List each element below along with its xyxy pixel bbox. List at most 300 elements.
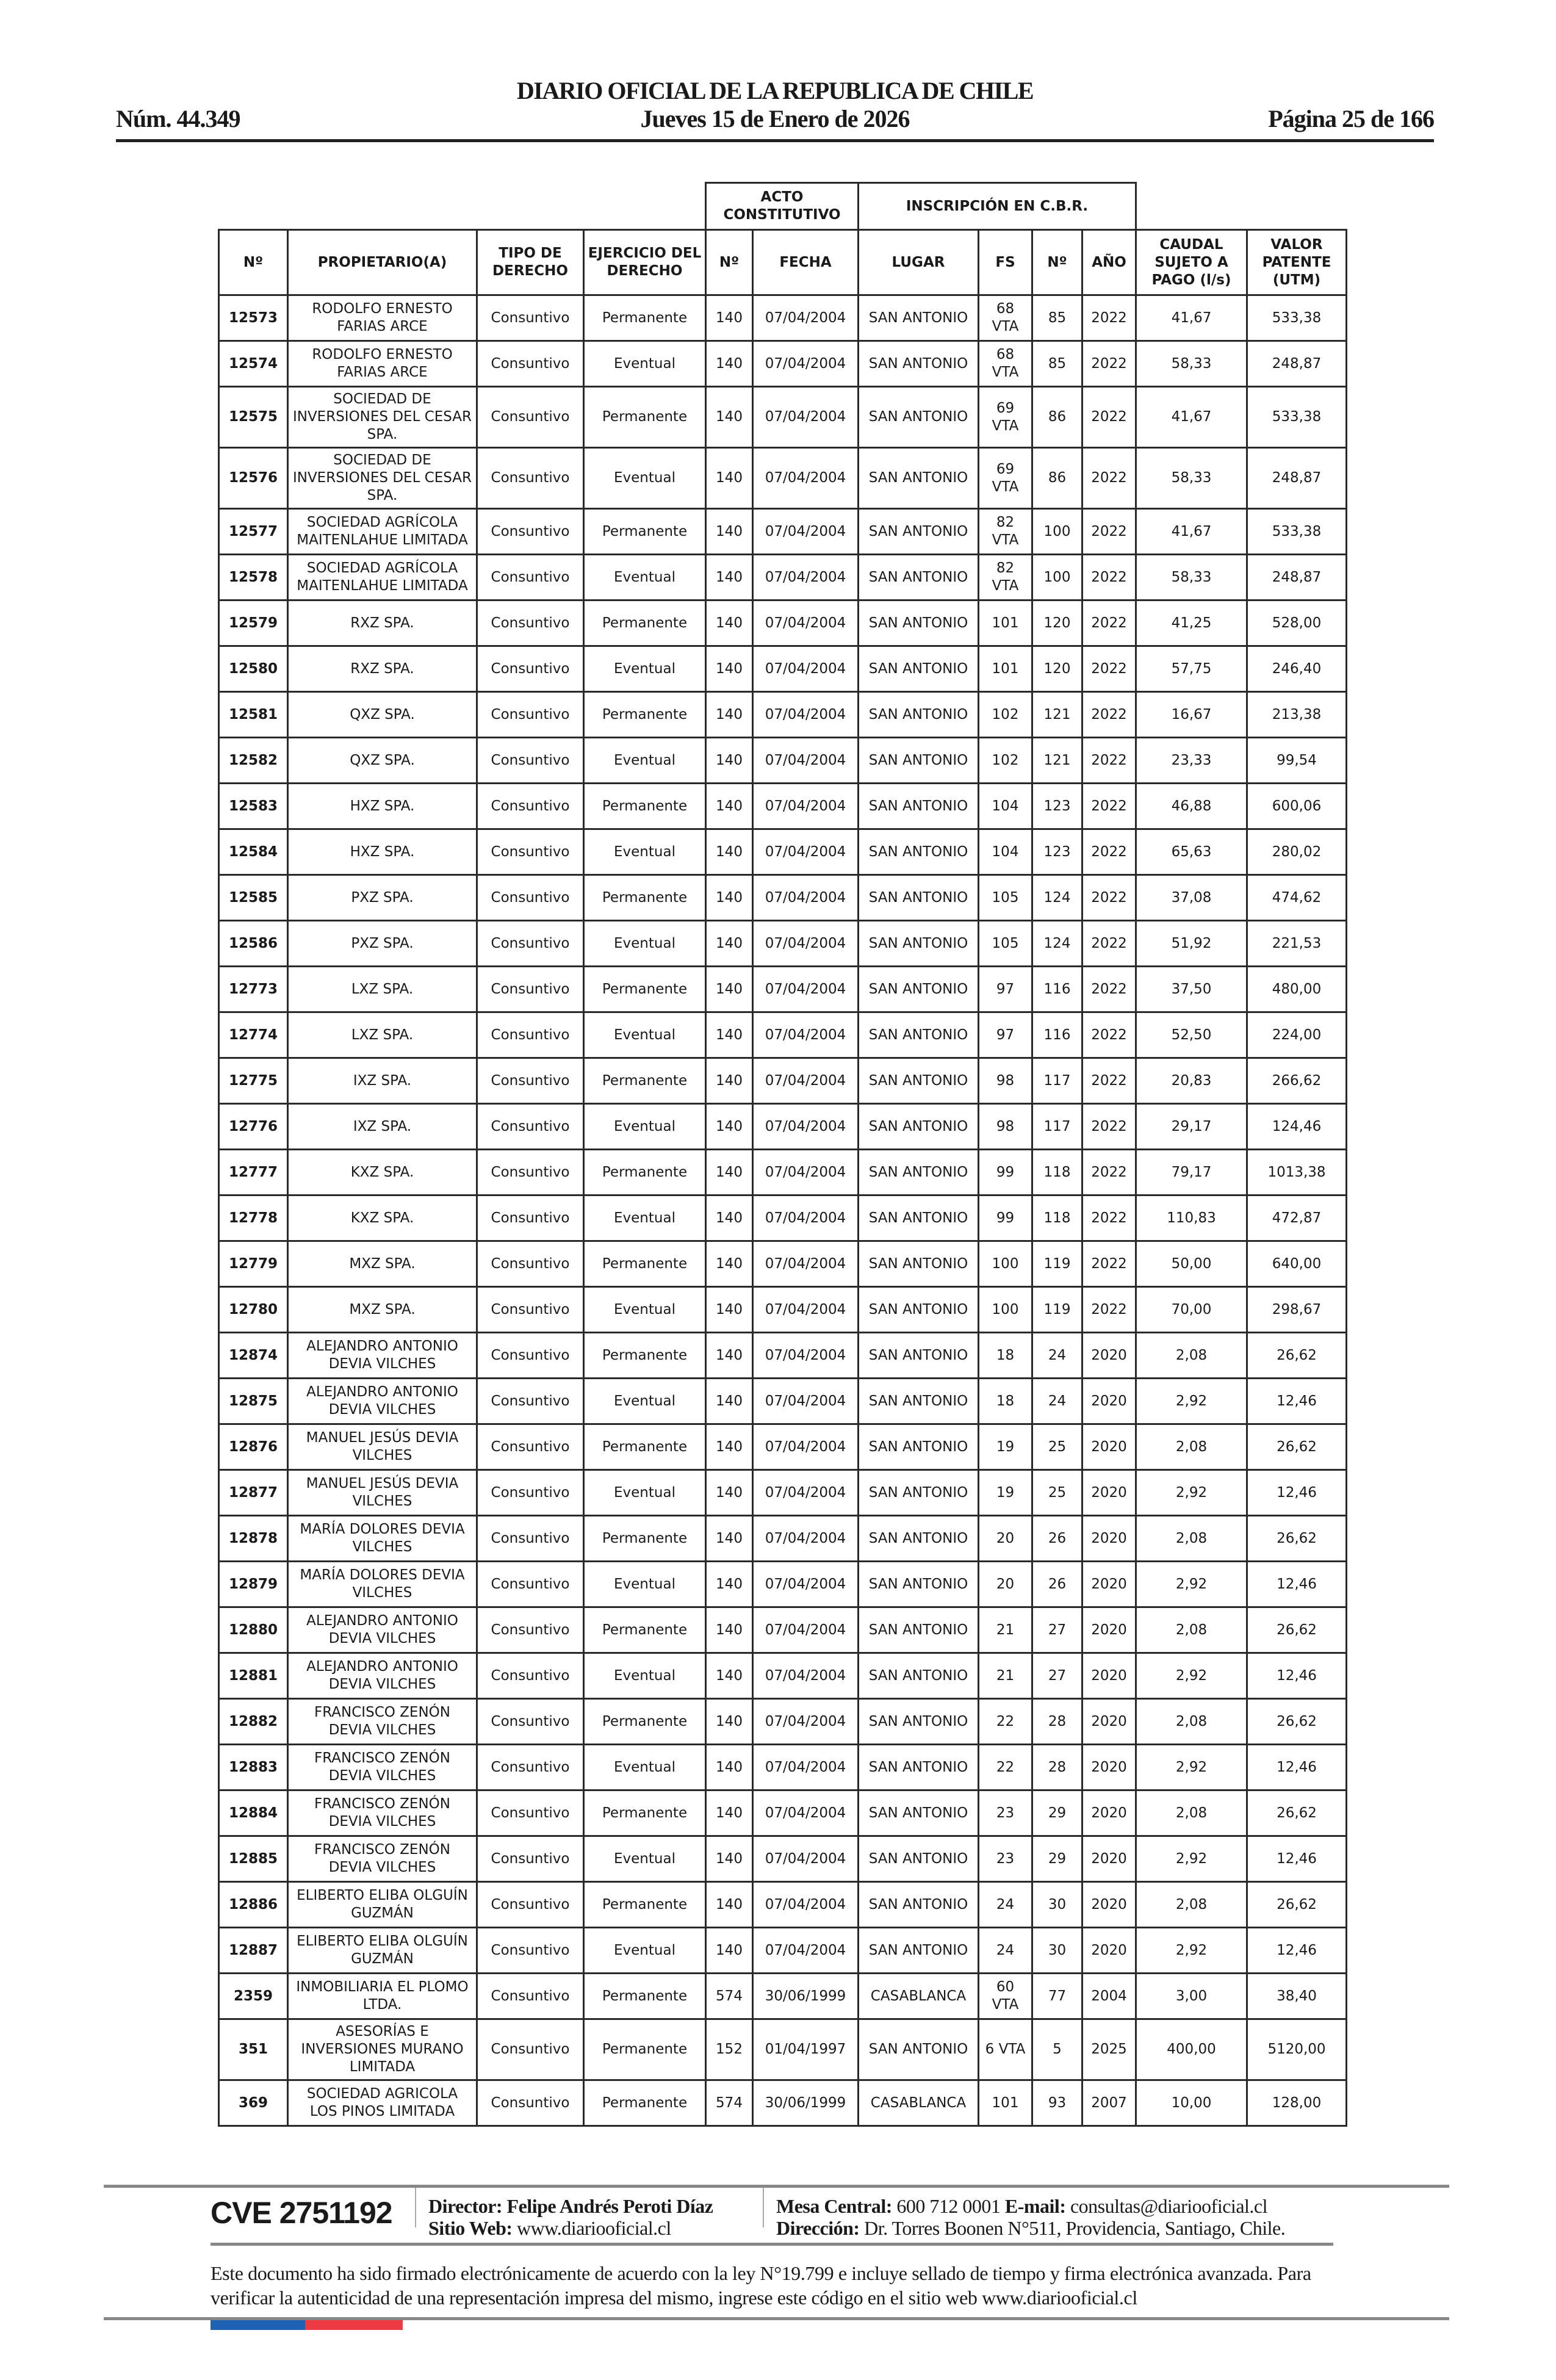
col-valor-patente-cell: 12,46 [1247,1653,1347,1699]
page-number: Página 25 de 166 [1268,105,1434,132]
col-ejercicio-cell: Eventual [584,1562,706,1607]
col-acto-fecha-cell: 07/04/2004 [753,738,859,784]
col-anio-cell: 2020 [1082,1882,1136,1928]
col-tipo-derecho-cell: Consuntivo [477,1699,584,1745]
col-acto-fecha-cell: 07/04/2004 [753,1333,859,1379]
col-caudal-cell: 2,92 [1136,1653,1247,1699]
col-tipo-derecho-cell: Consuntivo [477,295,584,341]
table-row [219,387,1347,448]
address: Dr. Torres Boonen N°511, Providencia, Santiago, Chile. [864,2217,1286,2239]
cve-code: CVE 2751192 [211,2196,392,2230]
col-caudal-cell: 58,33 [1136,448,1247,509]
col-valor-patente-cell: 124,46 [1247,1104,1347,1150]
col-fs-cell: 21 [979,1653,1032,1699]
col-cbr-numero-cell: 24 [1032,1379,1082,1424]
col-acto-numero-cell: 140 [706,967,753,1012]
col-anio-cell: 2020 [1082,1745,1136,1790]
col-tipo-derecho-cell: Consuntivo [477,1882,584,1928]
table-row [219,921,1347,967]
col-numero-cell: 2359 [219,1974,288,2019]
col-caudal-cell: 2,92 [1136,1745,1247,1790]
col-tipo-derecho-cell: Consuntivo [477,967,584,1012]
col-cbr-numero-cell: 121 [1032,692,1082,738]
col-caudal-cell: 2,92 [1136,1562,1247,1607]
col-numero-cell: 12578 [219,555,288,600]
col-anio-cell: 2022 [1082,448,1136,509]
col-anio-cell: 2020 [1082,1836,1136,1882]
col-ejercicio-cell: Permanente [584,1974,706,2019]
table-row [219,1653,1347,1699]
col-fs-header: FS [979,230,1032,295]
issue-date: Jueves 15 de Enero de 2026 [640,105,910,132]
col-caudal-cell: 110,83 [1136,1195,1247,1241]
col-anio-cell: 2022 [1082,967,1136,1012]
col-acto-fecha-cell: 07/04/2004 [753,1790,859,1836]
col-valor-patente-cell: 26,62 [1247,1516,1347,1562]
col-ejercicio-cell: Eventual [584,1470,706,1516]
col-lugar-cell: SAN ANTONIO [859,921,979,967]
col-acto-numero-cell: 140 [706,784,753,829]
col-caudal-cell: 51,92 [1136,921,1247,967]
col-valor-patente-cell: 213,38 [1247,692,1347,738]
col-acto-fecha-cell: 07/04/2004 [753,875,859,921]
col-numero-cell: 369 [219,2080,288,2126]
col-valor-patente-cell: 221,53 [1247,921,1347,967]
col-fs-cell: 18 [979,1333,1032,1379]
table-row [219,2080,1347,2126]
col-lugar-cell: CASABLANCA [859,1974,979,2019]
col-fs-cell: 105 [979,875,1032,921]
col-fs-cell: 23 [979,1790,1032,1836]
col-anio-cell: 2022 [1082,295,1136,341]
col-fs-cell: 97 [979,967,1032,1012]
col-propietario-cell: QXZ SPA. [288,738,477,784]
col-valor-patente-cell: 12,46 [1247,1379,1347,1424]
table-row [219,829,1347,875]
col-caudal-cell: 2,08 [1136,1882,1247,1928]
col-ejercicio-cell: Permanente [584,1424,706,1470]
col-numero-cell: 12574 [219,341,288,387]
col-anio-cell: 2022 [1082,600,1136,646]
col-ejercicio-cell: Eventual [584,1195,706,1241]
col-cbr-numero-cell: 86 [1032,448,1082,509]
col-numero-cell: 12579 [219,600,288,646]
col-acto-numero-header: Nº [706,230,753,295]
col-propietario-cell: ALEJANDRO ANTONIO DEVIA VILCHES [288,1607,477,1653]
col-ejercicio-cell: Eventual [584,555,706,600]
col-caudal-cell: 41,67 [1136,387,1247,448]
col-tipo-derecho-cell: Consuntivo [477,921,584,967]
masthead [116,76,1434,137]
issue-number: Núm. 44.349 [116,105,240,132]
col-acto-fecha-cell: 07/04/2004 [753,1470,859,1516]
col-fs-cell: 100 [979,1287,1032,1333]
col-lugar-cell: SAN ANTONIO [859,295,979,341]
col-acto-fecha-cell: 07/04/2004 [753,555,859,600]
col-lugar-cell: SAN ANTONIO [859,1607,979,1653]
col-fs-cell: 19 [979,1424,1032,1470]
col-propietario-cell: SOCIEDAD AGRÍCOLA MAITENLAHUE LIMITADA [288,555,477,600]
col-fs-cell: 21 [979,1607,1032,1653]
table-row [219,555,1347,600]
col-valor-patente-cell: 472,87 [1247,1195,1347,1241]
col-valor-patente-cell: 26,62 [1247,1424,1347,1470]
col-fs-cell: 105 [979,921,1032,967]
table-row [219,784,1347,829]
col-numero-cell: 12883 [219,1745,288,1790]
col-cbr-numero-cell: 30 [1032,1882,1082,1928]
col-caudal-cell: 2,08 [1136,1699,1247,1745]
col-fs-cell: 24 [979,1928,1032,1974]
col-lugar-cell: SAN ANTONIO [859,1195,979,1241]
col-acto-fecha-cell: 07/04/2004 [753,829,859,875]
col-cbr-numero-cell: 120 [1032,646,1082,692]
col-acto-numero-cell: 140 [706,555,753,600]
table-body [219,295,1347,2126]
col-numero-cell: 12880 [219,1607,288,1653]
col-propietario-cell: ALEJANDRO ANTONIO DEVIA VILCHES [288,1379,477,1424]
col-acto-numero-cell: 140 [706,387,753,448]
col-valor-patente-cell: 5120,00 [1247,2019,1347,2080]
col-propietario-cell: MANUEL JESÚS DEVIA VILCHES [288,1470,477,1516]
col-propietario-cell: RXZ SPA. [288,646,477,692]
col-ejercicio-cell: Permanente [584,2019,706,2080]
col-acto-numero-cell: 140 [706,1195,753,1241]
col-caudal-cell: 2,92 [1136,1379,1247,1424]
col-anio-cell: 2022 [1082,387,1136,448]
table-row [219,509,1347,555]
col-valor-patente-cell: 533,38 [1247,295,1347,341]
col-acto-fecha-cell: 07/04/2004 [753,1104,859,1150]
col-numero-cell: 12585 [219,875,288,921]
col-acto-fecha-header: FECHA [753,230,859,295]
col-acto-numero-cell: 140 [706,1790,753,1836]
col-acto-numero-cell: 140 [706,1882,753,1928]
flag-stripe-red [305,2320,403,2330]
table-row [219,295,1347,341]
col-lugar-cell: SAN ANTONIO [859,1790,979,1836]
col-lugar-cell: SAN ANTONIO [859,1836,979,1882]
col-valor-patente-cell: 1013,38 [1247,1150,1347,1195]
col-ejercicio-cell: Permanente [584,295,706,341]
col-cbr-numero-cell: 100 [1032,555,1082,600]
col-caudal-cell: 57,75 [1136,646,1247,692]
col-valor-patente-cell: 298,67 [1247,1287,1347,1333]
col-tipo-derecho-cell: Consuntivo [477,1653,584,1699]
col-caudal-cell: 50,00 [1136,1241,1247,1287]
col-lugar-cell: SAN ANTONIO [859,600,979,646]
col-caudal-cell: 41,67 [1136,509,1247,555]
col-propietario-cell: FRANCISCO ZENÓN DEVIA VILCHES [288,1790,477,1836]
col-valor-patente-cell: 528,00 [1247,600,1347,646]
col-numero-cell: 12581 [219,692,288,738]
col-fs-cell: 23 [979,1836,1032,1882]
col-acto-numero-cell: 140 [706,1241,753,1287]
col-numero-cell: 351 [219,2019,288,2080]
col-fs-cell: 60 VTA [979,1974,1032,2019]
col-propietario-cell: IXZ SPA. [288,1058,477,1104]
table-row [219,738,1347,784]
col-caudal-cell: 70,00 [1136,1287,1247,1333]
col-propietario-cell: LXZ SPA. [288,1012,477,1058]
table-row [219,646,1347,692]
table-row [219,1104,1347,1150]
table-row [219,1058,1347,1104]
col-ejercicio-cell: Eventual [584,1653,706,1699]
col-tipo-derecho-cell: Consuntivo [477,1241,584,1287]
col-numero-cell: 12779 [219,1241,288,1287]
col-ejercicio-cell: Eventual [584,1745,706,1790]
col-tipo-derecho-cell: Consuntivo [477,646,584,692]
col-lugar-cell: SAN ANTONIO [859,829,979,875]
col-acto-numero-cell: 140 [706,448,753,509]
col-valor-patente-cell: 266,62 [1247,1058,1347,1104]
group-acto-constitutivo: ACTO CONSTITUTIVO [706,183,859,230]
col-acto-numero-cell: 140 [706,341,753,387]
header-rule [116,139,1434,142]
col-valor-patente-cell: 480,00 [1247,967,1347,1012]
col-valor-patente-cell: 12,46 [1247,1836,1347,1882]
col-ejercicio-cell: Permanente [584,1150,706,1195]
col-lugar-cell: SAN ANTONIO [859,1699,979,1745]
col-anio-cell: 2022 [1082,646,1136,692]
col-lugar-cell: SAN ANTONIO [859,1379,979,1424]
col-ejercicio-cell: Permanente [584,2080,706,2126]
col-acto-numero-cell: 140 [706,295,753,341]
col-lugar-cell: SAN ANTONIO [859,738,979,784]
col-tipo-derecho-cell: Consuntivo [477,1928,584,1974]
col-anio-cell: 2022 [1082,829,1136,875]
col-ejercicio-cell: Permanente [584,1882,706,1928]
col-cbr-numero-cell: 119 [1032,1287,1082,1333]
col-ejercicio-cell: Eventual [584,1287,706,1333]
col-numero-cell: 12886 [219,1882,288,1928]
col-caudal-cell: 2,92 [1136,1470,1247,1516]
col-acto-fecha-cell: 07/04/2004 [753,1150,859,1195]
table-row [219,1699,1347,1745]
col-anio-cell: 2020 [1082,1470,1136,1516]
col-propietario-cell: MXZ SPA. [288,1287,477,1333]
table-row [219,341,1347,387]
col-propietario-cell: MARÍA DOLORES DEVIA VILCHES [288,1516,477,1562]
col-numero-cell: 12881 [219,1653,288,1699]
col-anio-cell: 2022 [1082,555,1136,600]
col-valor-patente-cell: 12,46 [1247,1470,1347,1516]
column-header-row [219,230,1347,295]
col-propietario-cell: SOCIEDAD AGRÍCOLA MAITENLAHUE LIMITADA [288,509,477,555]
col-tipo-derecho-cell: Consuntivo [477,829,584,875]
col-ejercicio-cell: Permanente [584,600,706,646]
col-propietario-header: PROPIETARIO(A) [288,230,477,295]
col-propietario-cell: RODOLFO ERNESTO FARIAS ARCE [288,295,477,341]
col-lugar-cell: SAN ANTONIO [859,967,979,1012]
col-tipo-derecho-cell: Consuntivo [477,1058,584,1104]
col-tipo-derecho-cell: Consuntivo [477,448,584,509]
col-ejercicio-cell: Eventual [584,341,706,387]
col-numero-cell: 12776 [219,1104,288,1150]
col-acto-fecha-cell: 07/04/2004 [753,784,859,829]
col-ejercicio-header: EJERCICIO DEL DERECHO [584,230,706,295]
col-acto-numero-cell: 574 [706,1974,753,2019]
table-row [219,1424,1347,1470]
col-ejercicio-cell: Permanente [584,1607,706,1653]
col-fs-cell: 104 [979,829,1032,875]
col-fs-cell: 101 [979,646,1032,692]
col-caudal-cell: 2,08 [1136,1516,1247,1562]
col-anio-cell: 2022 [1082,1241,1136,1287]
table-row [219,1562,1347,1607]
col-acto-fecha-cell: 07/04/2004 [753,692,859,738]
col-acto-numero-cell: 140 [706,1607,753,1653]
col-acto-fecha-cell: 07/04/2004 [753,1607,859,1653]
col-caudal-cell: 58,33 [1136,555,1247,600]
col-lugar-cell: SAN ANTONIO [859,1333,979,1379]
col-caudal-cell: 2,92 [1136,1836,1247,1882]
col-cbr-numero-cell: 119 [1032,1241,1082,1287]
col-acto-fecha-cell: 30/06/1999 [753,1974,859,2019]
col-tipo-derecho-cell: Consuntivo [477,1790,584,1836]
table-row [219,692,1347,738]
col-anio-header: AÑO [1082,230,1136,295]
col-propietario-cell: FRANCISCO ZENÓN DEVIA VILCHES [288,1699,477,1745]
contact-info: Mesa Central: 600 712 0001 E-mail: consultas@diariooficial.cl Dirección: Dr. Torres Boonen N°511, Providencia, Santiago, Chile. [776,2195,1286,2239]
col-propietario-cell: ASESORÍAS E INVERSIONES MURANO LIMITADA [288,2019,477,2080]
col-acto-fecha-cell: 07/04/2004 [753,1516,859,1562]
col-cbr-numero-cell: 29 [1032,1790,1082,1836]
col-cbr-numero-cell: 30 [1032,1928,1082,1974]
col-caudal-cell: 29,17 [1136,1104,1247,1150]
col-acto-fecha-cell: 07/04/2004 [753,341,859,387]
col-tipo-derecho-cell: Consuntivo [477,1333,584,1379]
col-acto-fecha-cell: 07/04/2004 [753,387,859,448]
col-lugar-cell: SAN ANTONIO [859,448,979,509]
col-ejercicio-cell: Permanente [584,784,706,829]
col-anio-cell: 2020 [1082,1562,1136,1607]
footer-divider [415,2188,416,2227]
col-anio-cell: 2020 [1082,1516,1136,1562]
col-numero-cell: 12884 [219,1790,288,1836]
col-lugar-cell: SAN ANTONIO [859,1470,979,1516]
col-fs-cell: 69 VTA [979,448,1032,509]
col-acto-numero-cell: 140 [706,1379,753,1424]
col-anio-cell: 2007 [1082,2080,1136,2126]
col-acto-numero-cell: 140 [706,1653,753,1699]
table-row [219,1150,1347,1195]
col-caudal-cell: 58,33 [1136,341,1247,387]
col-numero-cell: 12577 [219,509,288,555]
col-tipo-derecho-cell: Consuntivo [477,600,584,646]
col-cbr-numero-cell: 116 [1032,967,1082,1012]
col-lugar-cell: SAN ANTONIO [859,1104,979,1150]
col-numero-cell: 12586 [219,921,288,967]
col-lugar-cell: SAN ANTONIO [859,1150,979,1195]
col-acto-fecha-cell: 07/04/2004 [753,1241,859,1287]
col-lugar-cell: SAN ANTONIO [859,1241,979,1287]
col-caudal-cell: 2,92 [1136,1928,1247,1974]
col-tipo-derecho-cell: Consuntivo [477,1012,584,1058]
col-tipo-derecho-cell: Consuntivo [477,1836,584,1882]
col-tipo-derecho-cell: Consuntivo [477,1287,584,1333]
col-ejercicio-cell: Permanente [584,967,706,1012]
col-lugar-cell: SAN ANTONIO [859,387,979,448]
col-valor-patente-cell: 533,38 [1247,387,1347,448]
col-propietario-cell: FRANCISCO ZENÓN DEVIA VILCHES [288,1836,477,1882]
col-caudal-cell: 41,25 [1136,600,1247,646]
director-name: Felipe Andrés Peroti Díaz [506,2195,713,2217]
col-acto-numero-cell: 140 [706,829,753,875]
col-cbr-numero-cell: 77 [1032,1974,1082,2019]
col-tipo-derecho-cell: Consuntivo [477,555,584,600]
col-caudal-cell: 37,08 [1136,875,1247,921]
col-ejercicio-cell: Eventual [584,646,706,692]
col-propietario-cell: RODOLFO ERNESTO FARIAS ARCE [288,341,477,387]
table-row [219,1012,1347,1058]
col-caudal-cell: 20,83 [1136,1058,1247,1104]
col-propietario-cell: SOCIEDAD DE INVERSIONES DEL CESAR SPA. [288,448,477,509]
email-link[interactable]: consultas@diariooficial.cl [1070,2195,1267,2217]
col-acto-fecha-cell: 07/04/2004 [753,600,859,646]
col-cbr-numero-cell: 28 [1032,1745,1082,1790]
table-row [219,1379,1347,1424]
col-valor-patente-cell: 26,62 [1247,1333,1347,1379]
flag-stripe-blue [211,2320,305,2330]
website-link[interactable]: www.diariooficial.cl [517,2217,671,2239]
col-caudal-cell: 46,88 [1136,784,1247,829]
col-lugar-cell: SAN ANTONIO [859,875,979,921]
table-row [219,1607,1347,1653]
col-lugar-cell: SAN ANTONIO [859,1424,979,1470]
col-ejercicio-cell: Permanente [584,875,706,921]
col-ejercicio-cell: Eventual [584,1836,706,1882]
col-caudal-cell: 2,08 [1136,1790,1247,1836]
col-acto-numero-cell: 140 [706,738,753,784]
col-caudal-cell: 41,67 [1136,295,1247,341]
col-anio-cell: 2020 [1082,1607,1136,1653]
table-row [219,1790,1347,1836]
col-numero-cell: 12878 [219,1516,288,1562]
col-ejercicio-cell: Permanente [584,1241,706,1287]
col-fs-cell: 19 [979,1470,1032,1516]
col-acto-fecha-cell: 07/04/2004 [753,1195,859,1241]
col-acto-numero-cell: 140 [706,1150,753,1195]
col-anio-cell: 2020 [1082,1333,1136,1379]
col-acto-fecha-cell: 07/04/2004 [753,646,859,692]
col-tipo-derecho-cell: Consuntivo [477,784,584,829]
col-ejercicio-cell: Eventual [584,1928,706,1974]
publication-title: DIARIO OFICIAL DE LA REPUBLICA DE CHILE [516,77,1034,104]
col-acto-numero-cell: 140 [706,600,753,646]
col-tipo-derecho-cell: Consuntivo [477,1470,584,1516]
col-fs-cell: 68 VTA [979,295,1032,341]
col-cbr-numero-cell: 100 [1032,509,1082,555]
col-caudal-cell: 3,00 [1136,1974,1247,2019]
col-fs-cell: 97 [979,1012,1032,1058]
col-tipo-derecho-cell: Consuntivo [477,1150,584,1195]
col-acto-fecha-cell: 07/04/2004 [753,967,859,1012]
col-anio-cell: 2022 [1082,1150,1136,1195]
col-numero-cell: 12877 [219,1470,288,1516]
col-cbr-numero-cell: 26 [1032,1562,1082,1607]
col-tipo-derecho-cell: Consuntivo [477,341,584,387]
group-header-row [219,183,1347,230]
col-tipo-derecho-cell: Consuntivo [477,738,584,784]
table-row [219,875,1347,921]
col-tipo-derecho-cell: Consuntivo [477,2080,584,2126]
col-fs-cell: 20 [979,1516,1032,1562]
col-cbr-numero-cell: 28 [1032,1699,1082,1745]
col-fs-cell: 18 [979,1379,1032,1424]
col-anio-cell: 2022 [1082,1195,1136,1241]
